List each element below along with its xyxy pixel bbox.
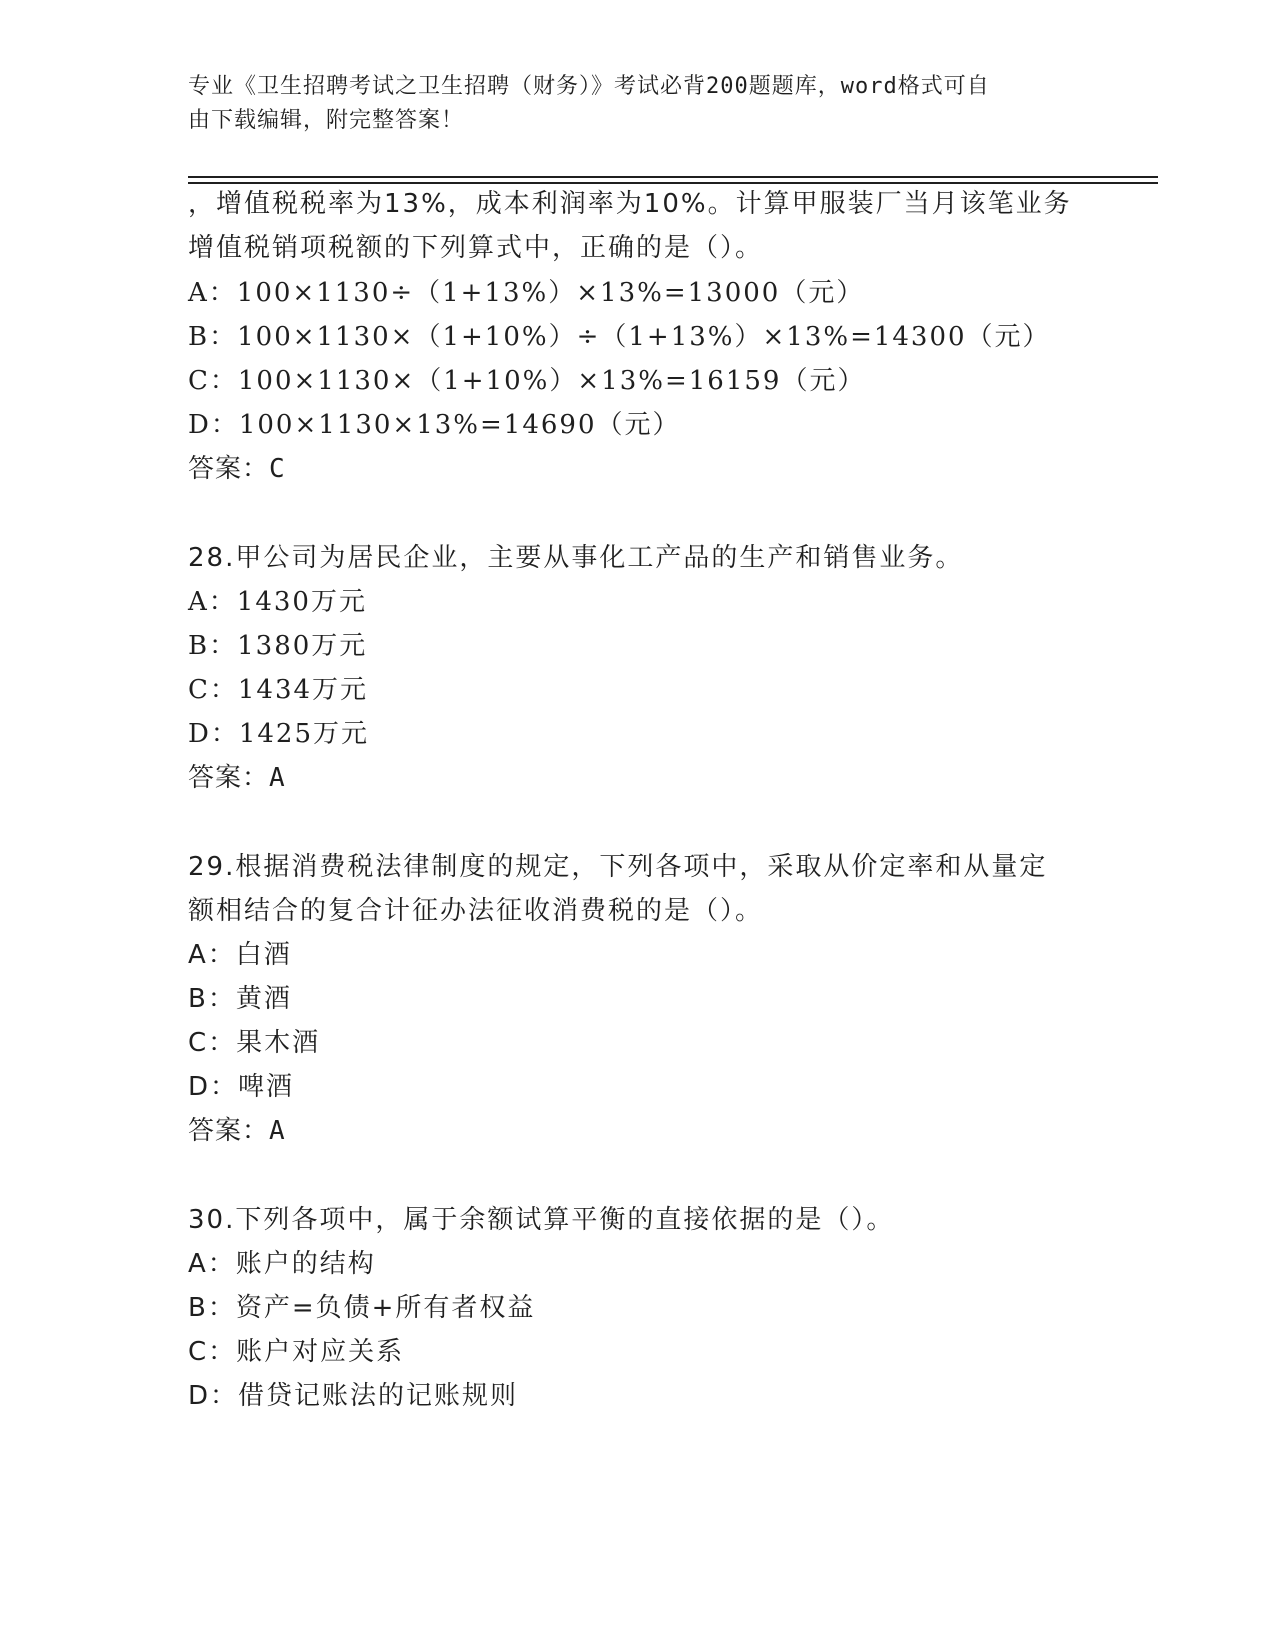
q27-stem-line-1: ，增值税税率为13%，成本利润率为10%。计算甲服装厂当月该笔业务 (188, 189, 1072, 219)
q27-option-b: B：100×1130×（1+10%）÷（1+13%）×13%=14300（元） (188, 322, 1051, 352)
q27-stem-line-2: 增值税销项税额的下列算式中，正确的是（）。 (188, 233, 764, 263)
q27-option-d: D：100×1130×13%=14690（元） (188, 410, 681, 440)
q29-stem-line-1: 29.根据消费税法律制度的规定，下列各项中，采取从价定率和从量定 (188, 852, 1048, 882)
q28-answer: 答案：A (188, 763, 286, 793)
q28-option-a: A：1430万元 (188, 587, 367, 617)
q28-option-c: C：1434万元 (188, 675, 369, 705)
q27-option-c: C：100×1130×（1+10%）×13%=16159（元） (188, 366, 866, 396)
q29-option-c: C：果木酒 (188, 1028, 321, 1058)
q29-option-b: B：黄酒 (188, 984, 292, 1014)
q30-option-c: C：账户对应关系 (188, 1337, 405, 1367)
q30-stem-line-1: 30.下列各项中，属于余额试算平衡的直接依据的是（）。 (188, 1205, 895, 1235)
q30-option-b: B：资产=负债+所有者权益 (188, 1293, 536, 1323)
q29-stem-line-2: 额相结合的复合计征办法征收消费税的是（）。 (188, 896, 764, 926)
q27-answer: 答案：C (188, 454, 286, 484)
q29-option-a: A：白酒 (188, 940, 292, 970)
header-divider-top (188, 176, 1158, 178)
q29-answer: 答案：A (188, 1116, 286, 1146)
header-divider-bottom (188, 182, 1158, 184)
q29-option-d: D：啤酒 (188, 1072, 295, 1102)
document-header (188, 70, 1068, 138)
q30-option-d: D：借贷记账法的记账规则 (188, 1381, 519, 1411)
header-line-1: 专业《卫生招聘考试之卫生招聘（财务）》考试必背200题题库，word格式可自 (188, 74, 990, 99)
header-line-2: 由下载编辑，附完整答案！ (188, 108, 465, 133)
q28-option-b: B：1380万元 (188, 631, 368, 661)
q28-option-d: D：1425万元 (188, 719, 370, 749)
q28-stem-line-1: 28.甲公司为居民企业，主要从事化工产品的生产和销售业务。 (188, 543, 964, 573)
q27-option-a: A：100×1130÷（1+13%）×13%=13000（元） (188, 278, 865, 308)
q30-option-a: A：账户的结构 (188, 1249, 376, 1279)
